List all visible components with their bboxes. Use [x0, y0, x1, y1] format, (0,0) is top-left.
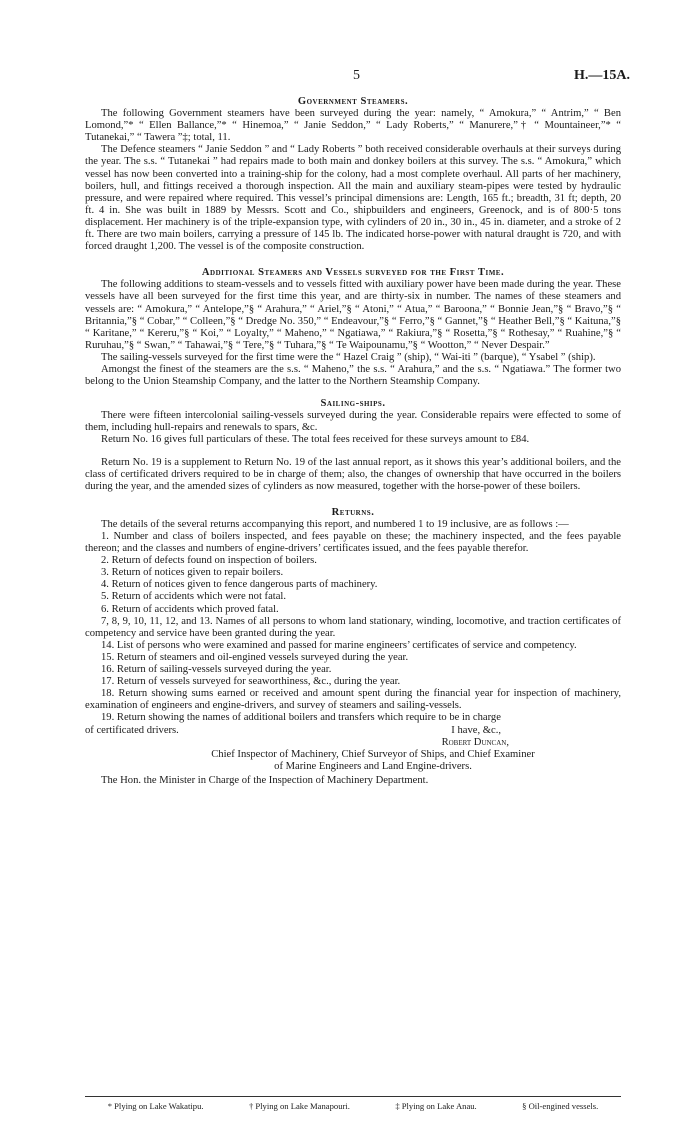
signer-title-line2: of Marine Engineers and Land Engine-drivers. — [274, 760, 472, 772]
signer-name: Robert Duncan, — [441, 736, 509, 748]
paragraph: The Defence steamers “ Janie Seddon ” and “ Lady Roberts ” both received considerable overhauls at their surveys during the year. The s.s. “ Tutanekai ” had repairs made to both main and donkey boilers at this survey. The s.s. “ Amokura,” which vessel has now been converted into a training-ship for the colony, had a most complete overhaul. All parts of her machinery, boilers, hull, and fittings received a thorough inspection. All the main and auxiliary steam-pipes were tested by hydraulic pressure, and were repaired where required. This vessel’s principal dimensions are: Length, 165 ft.; breadth, 31 ft; depth, 20 ft. 4 in. She was built in 1889 by Messrs. Scott and Co., shipbuilders and engineers, Greenock, and is of 800·5 tons displacement. Her machinery is of the triple-expansion type, with cylinders of 20 in., 30 in., 45 in. diameter, and a stroke of 2 ft. There are two main boilers, carrying a pressure of 145 lb. The indicated horse-power with natural draught is 720, and with forced draught 1,200. The vessel is of the composite construction. — [85, 144, 621, 253]
footnote: § Oil-engined vessels. — [522, 1101, 599, 1111]
paragraph: Amongst the finest of the steamers are the s.s. “ Maheno,” the s.s. “ Arahura,” and the s.s. “ Ngatiawa.” The former two belong to the Union Steamship Company, and the latter to the Northern Steamship Company. — [85, 363, 621, 388]
section-heading-government-steamers: Government Steamers. — [297, 96, 409, 107]
return-item: 19. Return showing the names of additional boilers and transfers which require to be in charge — [101, 712, 501, 724]
return-item: 5. Return of accidents which were not fatal. — [101, 591, 287, 603]
page-header — [85, 68, 630, 88]
return-item: 2. Return of defects found on inspection of boilers. — [101, 555, 317, 567]
return-item: 7, 8, 9, 10, 11, 12, and 13. Names of all persons to whom land stationary, winding, locomotive, and traction certificates of competency and service have been granted during the year. — [85, 615, 621, 639]
paragraph: The sailing-vessels surveyed for the first time were the “ Hazel Craig ” (ship), “ Wai-iti ” (barque), “ Ysabel ” (ship). — [101, 351, 596, 363]
return-item: 17. Return of vessels surveyed for seaworthiness, &c., during the year. — [101, 676, 401, 688]
closing-salutation: I have, &c., — [451, 724, 501, 736]
footnote: † Plying on Lake Manapouri. — [248, 1101, 350, 1111]
signature-line — [85, 725, 621, 737]
return-item: 14. List of persons who were examined and passed for marine engineers’ certificates of service and competency. — [101, 639, 577, 651]
paragraph: Return No. 16 gives full particulars of these. The total fees received for these surveys amount to £84. — [101, 434, 530, 446]
section-heading-sailing-ships: Sailing-ships. — [320, 398, 386, 410]
document-body — [85, 96, 621, 787]
document-reference: H.—15A. — [574, 68, 630, 83]
return-item: 15. Return of steamers and oil-engined vessels surveyed during the year. — [101, 651, 409, 663]
paragraph: The following Government steamers have been surveyed during the year: namely, “ Amokura,” “ Antrim,” “ Ben Lomond,”* “ Ellen Ballance,”* “ Hinemoa,” “ Janie Seddon,” “ Lady Roberts,” “ Manurere,”† “ Mountaineer,”* “ Tutanekai,” “ Tawera ”‡; total, 11. — [85, 108, 621, 144]
footnotes — [85, 1096, 621, 1111]
return-item: 3. Return of notices given to repair boilers. — [101, 567, 284, 579]
signer-title-line1: Chief Inspector of Machinery, Chief Surveyor of Ships, and Chief Examiner — [211, 748, 535, 760]
addressee: The Hon. the Minister in Charge of the Inspection of Machinery Department. — [101, 774, 429, 786]
footnote: ‡ Plying on Lake Anau. — [395, 1101, 477, 1111]
paragraph: The details of the several returns accompanying this report, and numbered 1 to 19 inclusive, are as follows :— — [101, 518, 569, 530]
return-item: 16. Return of sailing-vessels surveyed during the year. — [101, 664, 332, 676]
section-heading-returns: Returns. — [331, 506, 375, 518]
paragraph: The following additions to steam-vessels and to vessels fitted with auxiliary power have been made during the year. These vessels have all been surveyed for the first time this year, and are thirty-six in number. The names of these steamers and vessels are: “ Amokura,” “ Antelope,”§ “ Arahura,” “ Ariel,”§ “ Atoni,” “ Atua,” “ Baroona,” “ Bonnie Jean,”§ “ Bravo,”§ “ Britannia,”§ “ Cobar,” “ Colleen,”§ “ Dredge No. 350,” “ Endeavour,”§ “ Ferro,”§ “ Gannet,”§ “ Heather Bell,”§ “ Kaituna,”§ “ Karitane,” “ Kereru,”§ “ Koi,” “ Loyalty,” “ Maheno,” “ Ngatiawa,” “ Rakiura,”§ “ Rosetta,”§ “ Rothesay,” “ Ruahine,”§ “ Ruruhau,”§ “ Swan,” “ Tahawai,”§ “ Tere,”§ “ Tuhara,”§ “ Te Waipounamu,”§ “ Wootton,” “ Never Despair.” — [85, 279, 621, 351]
footnote: * Plying on Lake Wakatipu. — [107, 1101, 204, 1111]
return-item: 4. Return of notices given to fence dangerous parts of machinery. — [101, 579, 378, 591]
paragraph: There were fifteen intercolonial sailing-vessels surveyed during the year. Considerable repairs were effected to some of them, including hull-repairs and renewals to spars, &c. — [85, 410, 621, 434]
return-item: 1. Number and class of boilers inspected, and fees payable on these; the machinery inspected, and the fees payable thereon; and the classes and numbers of engine-drivers’ certificates issued, and the fees payable therefor. — [85, 531, 621, 555]
section-heading-additional-steamers: Additional Steamers and Vessels surveyed for the First Time. — [201, 267, 505, 279]
page-number: 5 — [353, 68, 360, 83]
return-item: 6. Return of accidents which proved fatal. — [101, 603, 279, 615]
return-item-continuation: of certificated drivers. — [85, 724, 179, 736]
paragraph: Return No. 19 is a supplement to Return No. 19 of the last annual report, as it shows this year’s additional boilers, and the class of certificated drivers required to be in charge of them; also, the changes of ownership that have occurred in the boilers during the year, and the amended sizes of cylinders as now measured, together with the horse-power of these boilers. — [85, 456, 621, 492]
return-item: 18. Return showing sums earned or received and amount spent during the financial year for inspection of machinery, examination of engineers and engine-drivers, and survey of steamers and sailing-vessels. — [85, 688, 621, 712]
